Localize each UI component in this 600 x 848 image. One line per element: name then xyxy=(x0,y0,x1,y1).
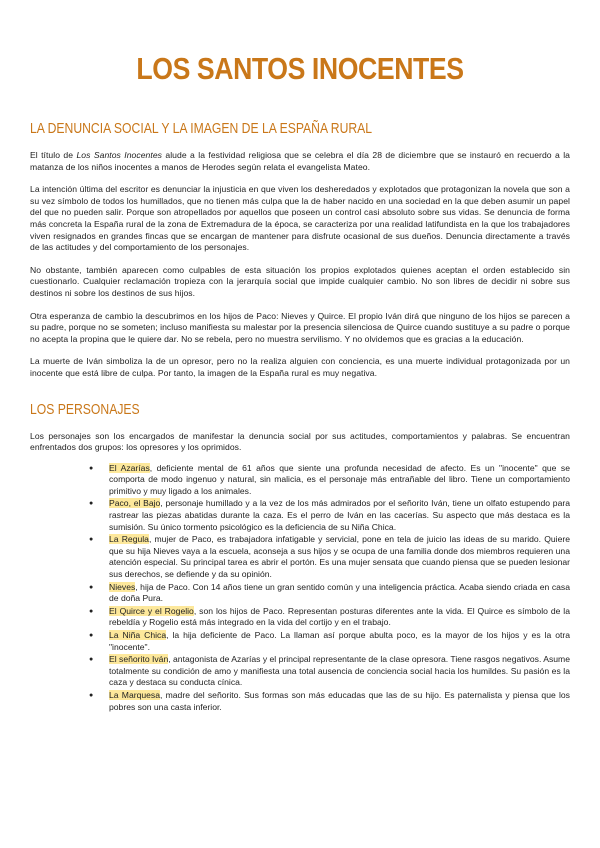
character-name-highlight: La Marquesa xyxy=(109,689,160,700)
section-heading-personajes: LOS PERSONAJES xyxy=(30,401,140,418)
list-item xyxy=(109,654,570,689)
character-description: , antagonista de Azarías y el principal representante de la clase opresora. Tiene rasgos negativos. Asume totalmente su condición de amo y manifiesta una total ausencia de conciencia social hacia los humildes. Su pasión es la caza y destaca su conducta cínica. xyxy=(109,654,570,688)
character-description: , mujer de Paco, es trabajadora infatigable y servicial, pone en tela de juicio las ideas de su marido. Quiere que su hija Nieves vaya a la escuela, aconseja a sus hijos y se ocupa de una familia donde dos miembros requieren una atención especial. Su principal tarea es abrir el portón. Es una mujer sensata que cuando piensa que se pueden lesionar sus derechos, se defiende y da su opinión. xyxy=(109,534,570,580)
character-name-highlight: Nieves xyxy=(109,581,136,592)
character-name-highlight: El Quirce y el Rogelio xyxy=(109,605,194,616)
paragraph-titulo xyxy=(30,150,570,173)
paragraph-intencion: La intención última del escritor es denunciar la injusticia en que viven los desheredados y explotados que protagonizan la novela que son a su vez símbolo de todos los humillados, que no tienen más culpa que la de haber nacido en una sociedad en la que deben asumir un papel del que no pueden salir. Porque son atropellados por aquellos que poseen un control casi absoluto sobre sus vidas. Se denuncia de forma más concreta la España rural de la zona de Extremadura de la época, se caracteriza por una realidad latifundista en la que los trabajadores viven resignados en grandes fincas que se encargan de mantener para disfrute ocasional de sus dueños. Denuncia directamente a través de las actitudes y del comportamiento de los personajes. xyxy=(30,184,570,253)
paragraph-personajes-intro: Los personajes son los encargados de manifestar la denuncia social por sus actitudes, comportamientos y palabras. Se encuentran enfrentados dos grupos: los opresores y los oprimidos. xyxy=(30,430,570,453)
character-list xyxy=(30,463,570,713)
document-title: LOS SANTOS INOCENTES xyxy=(136,51,464,86)
character-description: , madre del señorito. Sus formas son más educadas que las de su hijo. Es paternalista y piensa que los pobres son una casta inferior. xyxy=(109,689,570,712)
book-title-italic: Los Santos Inocentes xyxy=(76,150,162,160)
character-description: , la hija deficiente de Paco. La llaman así porque abulta poco, es la mayor de los hijos y es la otra "inocente". xyxy=(109,630,571,652)
paragraph-muerte-ivan: La muerte de Iván simboliza la de un opresor, pero no la realiza alguien con conciencia, es una muerte individual protagonizada por un inocente que está libre de culpa. Por tanto, la imagen de la España rural es muy negativa. xyxy=(30,356,570,378)
list-item xyxy=(109,534,570,580)
list-item xyxy=(109,498,570,533)
character-name-highlight: El señorito Iván xyxy=(109,654,169,665)
character-description: , personaje humillado y a la vez de los más admirados por el señorito Iván, tiene un olfato estupendo para rastrear las piezas abatidas durante la caza. Es el perro de Iván en las cacerías. Su aspecto que más destaca es la sumisión. Su único tormento psicológico es la deficiencia de su Niña Chica. xyxy=(109,498,570,532)
paragraph-esperanza: Otra esperanza de cambio la descubrimos en los hijos de Paco: Nieves y Quirce. El propio Iván dirá que ninguno de los hijos se parecen a su padre, porque no se someten; incluso manifiesta su malestar por la presencia silenciosa de Quirce cuando sustituye a su padre o porque no acepta la propina que le quiere dar. No se rebela, pero no muestra servilismo. Y no olvidemos que es gracias a la educación. xyxy=(30,310,570,344)
character-description: , deficiente mental de 61 años que siente una profunda necesidad de afecto. Es un "inocente" que se comporta de modo ingenuo y natural, sin malicia, es el personaje más entrañable del libro. Tiene un comportamiento primitivo y muy ligado a los animales. xyxy=(109,462,570,496)
list-item xyxy=(109,463,570,498)
paragraph-titulo-start: El título de xyxy=(30,150,77,160)
character-name-highlight: La Niña Chica xyxy=(109,630,167,640)
character-description: , hija de Paco. Con 14 años tiene un gran sentido común y una inteligencia práctica. Acaba siendo criada en casa de doña Pura. xyxy=(109,581,570,604)
list-item xyxy=(109,630,570,653)
list-item xyxy=(109,606,570,629)
list-item xyxy=(109,582,570,605)
character-name-highlight: La Regula xyxy=(109,534,149,545)
character-description: , son los hijos de Paco. Representan posturas diferentes ante la vida. El Quirce es símbolo de la rebeldía y Rogelio está más integrado en la vida del cortijo y en el trabajo. xyxy=(109,605,570,628)
paragraph-no-obstante: No obstante, también aparecen como culpables de esta situación los propios explotados quienes aceptan el orden establecido sin cuestionarlo. Cualquier reclamación tropieza con la jerarquía social que impide cualquier cambio. No son libres de decidir ni sobre sus destinos ni sobre los destinos de sus hijos. xyxy=(30,264,570,298)
paragraph-titulo-end: alude a la festividad religiosa que se celebra el día 28 de diciembre que se instauró en recuerdo a la matanza de los niños inocentes a manos de Herodes según relata el evangelista Mateo. xyxy=(30,150,570,172)
list-item xyxy=(109,690,570,713)
character-name-highlight: Paco, el Bajo xyxy=(109,498,161,509)
character-name-highlight: El Azarías xyxy=(109,462,150,473)
section-heading-denuncia: LA DENUNCIA SOCIAL Y LA IMAGEN DE LA ESPAÑA RURAL xyxy=(30,121,373,137)
